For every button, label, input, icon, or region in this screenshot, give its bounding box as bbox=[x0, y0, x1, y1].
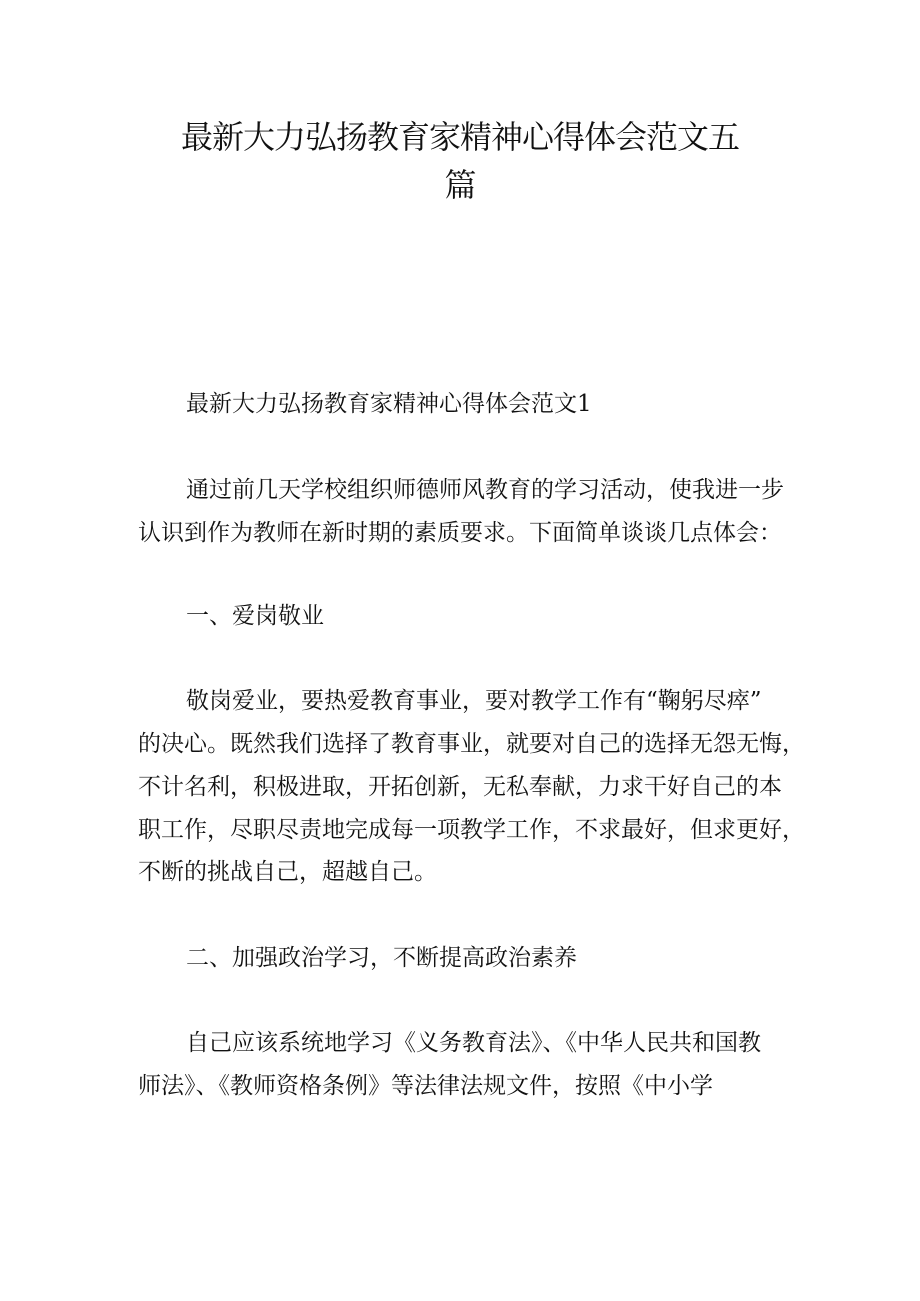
paragraph-1-line-1: 通过前几天学校组织师德师风教育的学习活动，使我进一步 bbox=[186, 477, 784, 503]
document-title-line-1: 最新大力弘扬教育家精神心得体会范文五 bbox=[180, 118, 739, 156]
paragraph-3-line-1: 自己应该系统地学习《义务教育法》、《中华人民共和国教 bbox=[186, 1030, 761, 1056]
paragraph-3-line-2: 师法》、《教师资格条例》等法律法规文件，按照《中小学 bbox=[138, 1073, 713, 1099]
document-title-line-2: 篇 bbox=[444, 166, 476, 204]
paragraph-2-line-2: 的决心。既然我们选择了教育事业，就要对自己的选择无怨无悔， bbox=[138, 731, 805, 757]
article-heading: 最新大力弘扬教育家精神心得体会范文1 bbox=[186, 391, 592, 417]
paragraph-2-line-3: 不计名利，积极进取，开拓创新，无私奉献，力求干好自己的本 bbox=[138, 774, 782, 800]
paragraph-1-line-2: 认识到作为教师在新时期的素质要求。下面简单谈谈几点体会： bbox=[138, 520, 782, 546]
section-1-heading: 一、爱岗敬业 bbox=[186, 603, 324, 629]
paragraph-2-line-5: 不断的挑战自己，超越自己。 bbox=[138, 859, 437, 885]
paragraph-2-line-1: 敬岗爱业，要热爱教育事业，要对教学工作有“鞠躬尽瘁” bbox=[186, 688, 762, 714]
paragraph-2-line-4: 职工作，尽职尽责地完成每一项教学工作，不求最好，但求更好， bbox=[138, 817, 805, 843]
section-2-heading: 二、加强政治学习，不断提高政治素养 bbox=[186, 945, 577, 971]
